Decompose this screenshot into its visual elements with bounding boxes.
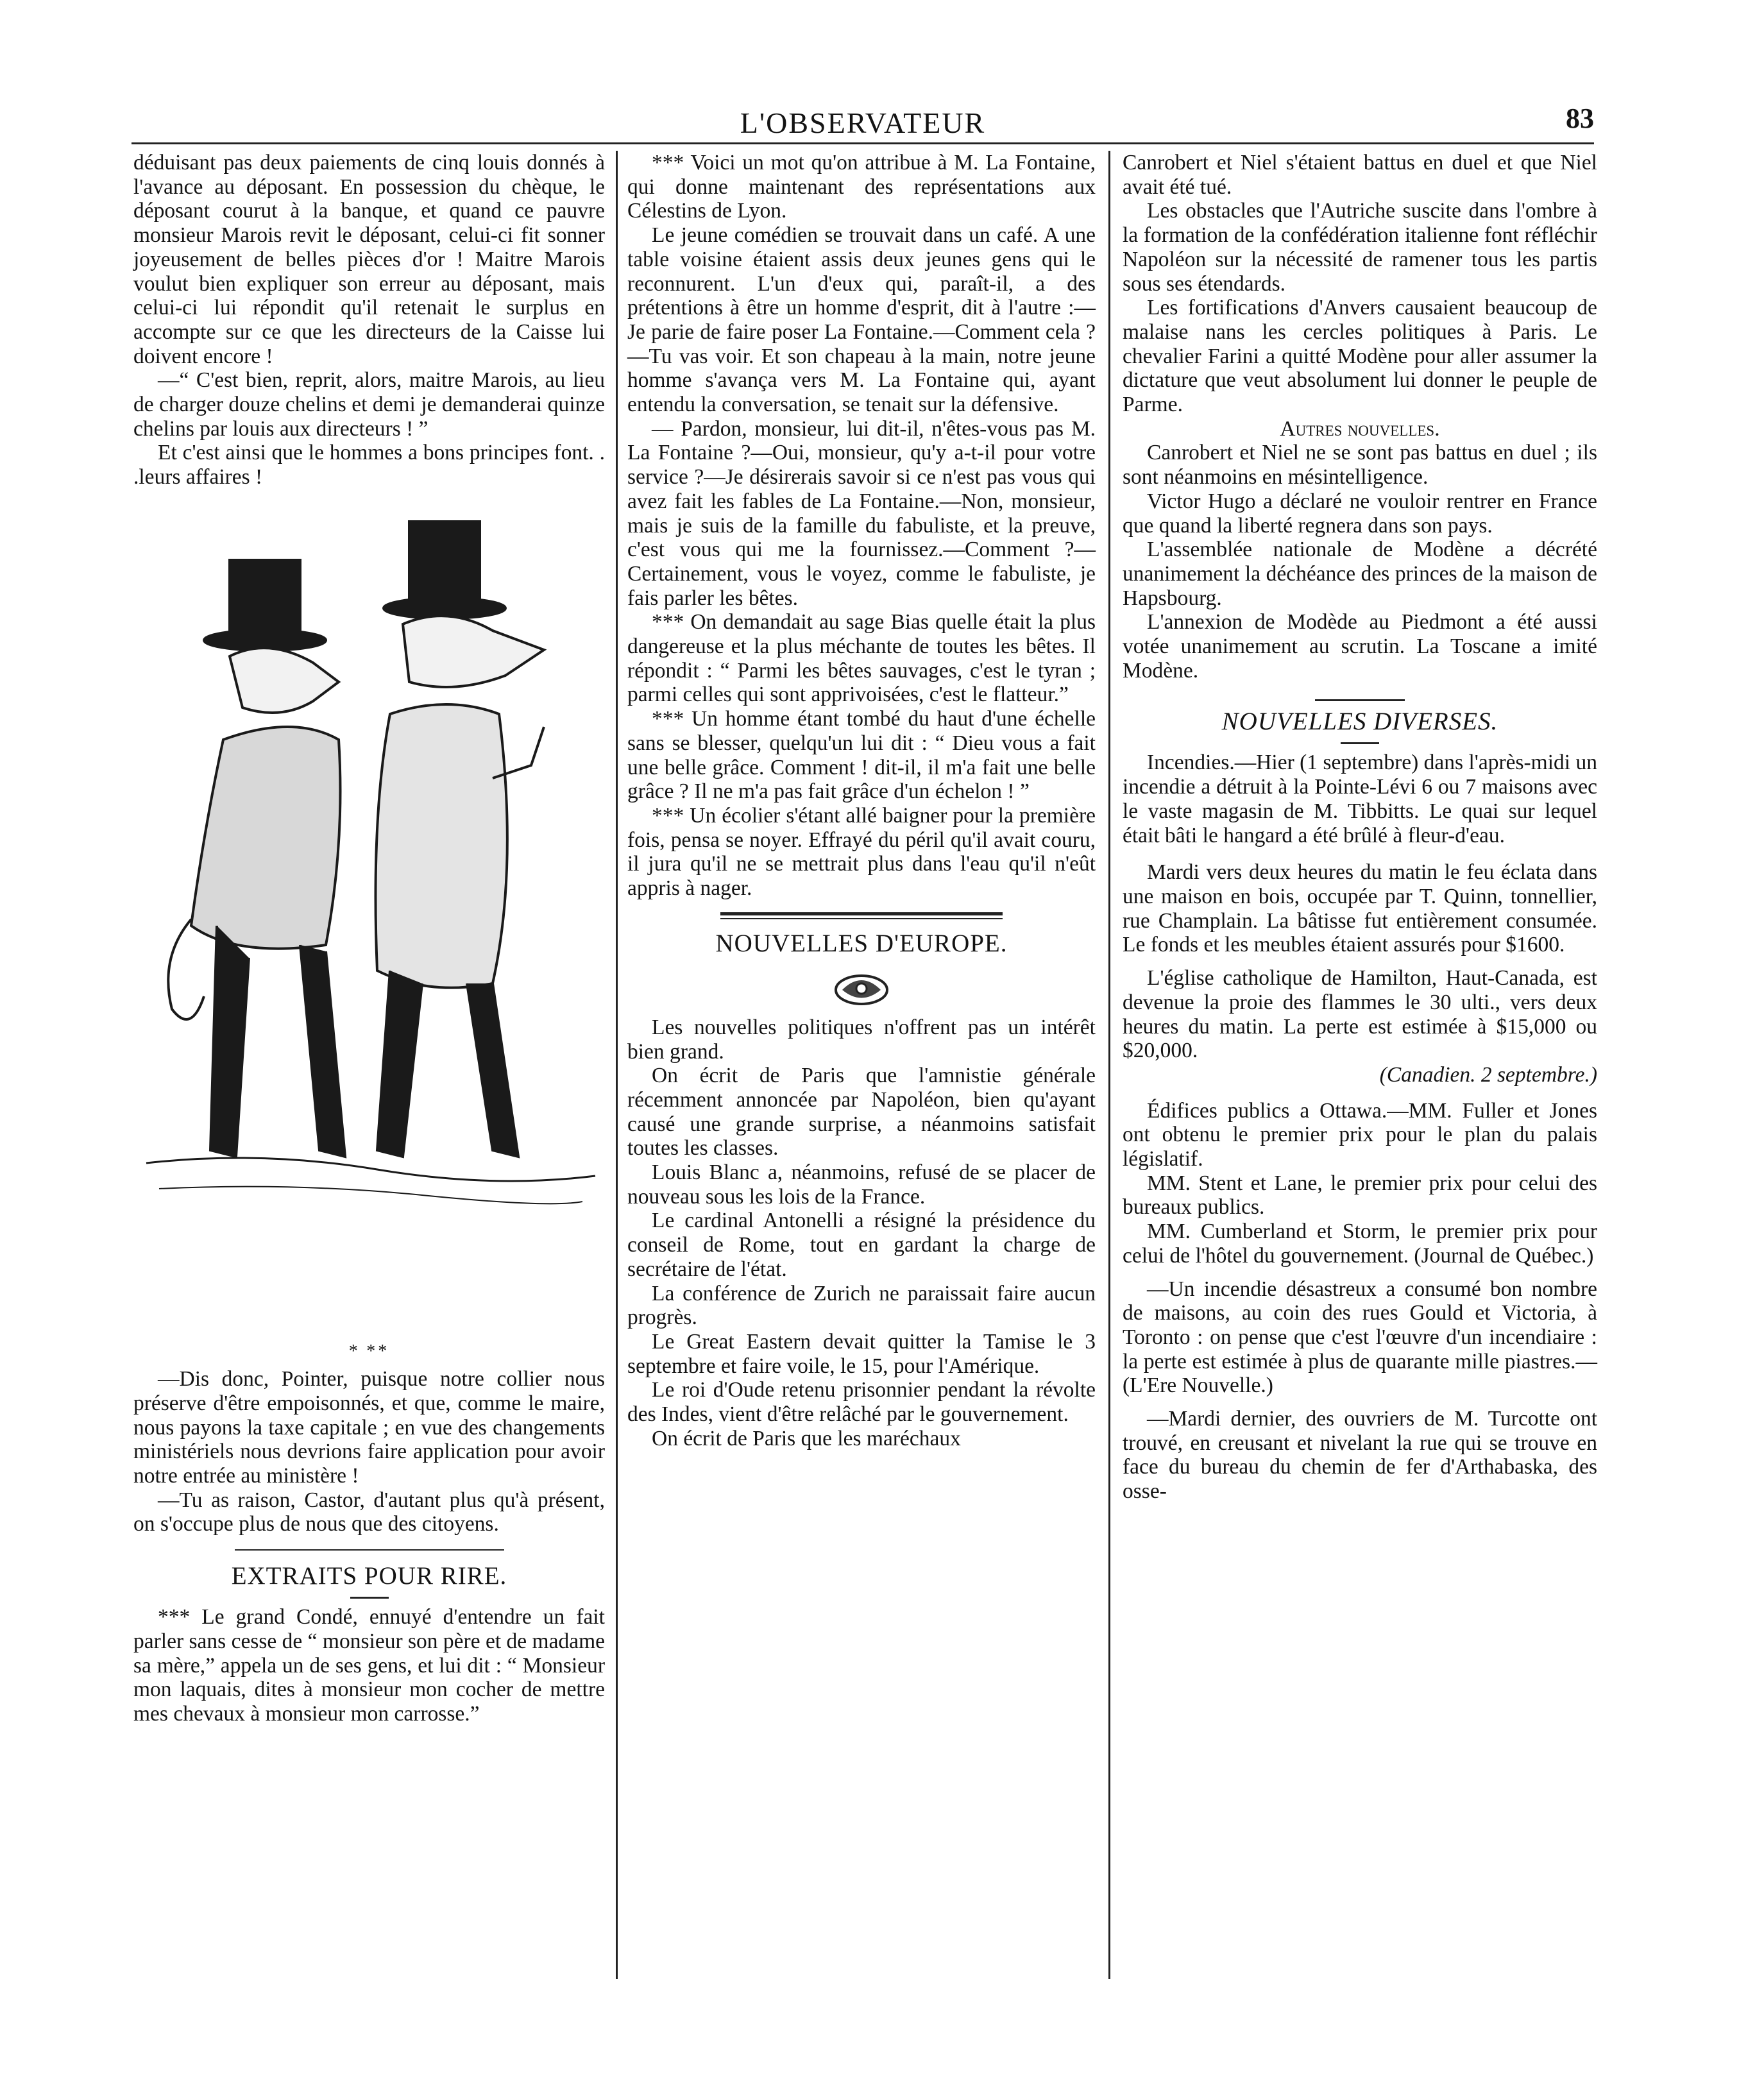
paragraph: Et c'est ainsi que le hommes a bons principes font. . .leurs affaires ! [133, 441, 605, 489]
section-stars: * ** [348, 1341, 390, 1361]
column-left [133, 151, 605, 1726]
paragraph: *** Voici un mot qu'on attribue à M. La Fontaine, qui donne maintenant des représentations aux Célestins de Lyon. [627, 151, 1096, 223]
paragraph: —Dis donc, Pointer, puisque notre collier nous préserve d'être empoisonnés, et que, comme le maire, nous payons la taxe capitale ; en vue des changements ministériels nous devrions faire application pour avoir notre entrée au ministère ! [133, 1367, 605, 1488]
paragraph: Canrobert et Niel ne se sont pas battus en duel ; ils sont néanmoins en mésintelligence. [1123, 441, 1597, 489]
paragraph: L'église catholique de Hamilton, Haut-Canada, est devenue la proie des flammes le 30 ulti., vers deux heures du matin. La perte est estimée à $15,000 ou $20,000. [1123, 966, 1597, 1063]
subheading: Autres nouvelles. [1280, 416, 1440, 441]
newspaper-title: L'OBSERVATEUR [740, 106, 986, 139]
paragraph: Les nouvelles politiques n'offrent pas un intérêt bien grand. [627, 1015, 1096, 1064]
column-divider [1108, 151, 1110, 1979]
page-header [131, 103, 1594, 144]
section-heading: NOUVELLES DIVERSES. [1221, 708, 1498, 736]
source-credit: (Canadien. 2 septembre.) [1379, 1062, 1597, 1087]
dogs-caricature-illustration [133, 509, 605, 1323]
paragraph: —Un incendie désastreux a consumé bon nombre de maisons, au coin des rues Gould et Victoria, à Toronto : on pense que c'est l'œuvre d'un incendiaire : la perte est estimée à plus de quarante mille piastres.—(L'Ere Nouvelle.) [1123, 1277, 1597, 1398]
paragraph: —Tu as raison, Castor, d'autant plus qu'à présent, on s'occupe plus de nous que des citoyens. [133, 1488, 605, 1536]
paragraph: Mardi vers deux heures du matin le feu éclata dans une maison en bois, occupée par T. Quinn, tonnellier, rue Champlain. La bâtisse fut entièrement consumée. Le fonds et les meubles étaient assurés pour $1600. [1123, 860, 1597, 957]
paragraph: Louis Blanc a, néanmoins, refusé de se placer de nouveau sous les lois de la France. [627, 1161, 1096, 1209]
paragraph: Incendies.—Hier (1 septembre) dans l'après-midi un incendie a détruit à la Pointe-Lévi 6 ou 7 maisons avec le vaste magasin de M. Tibbitts. Le quai sur lequel était bâti le hangard a été brûlé à fleur-d'eau. [1123, 751, 1597, 847]
short-rule [1315, 699, 1405, 701]
paragraph: L'assemblée nationale de Modène a décrété unanimement la déchéance des princes de la maison de Hapsbourg. [1123, 538, 1597, 610]
short-rule [350, 1597, 389, 1599]
column-middle [627, 151, 1096, 1450]
paragraph: On écrit de Paris que les maréchaux [652, 1426, 961, 1450]
paragraph: *** Le grand Condé, ennuyé d'entendre un fait parler sans cesse de “ monsieur son père et de madame sa mère,” appela un de ses gens, et lui dit : “ Monsieur mon laquais, dites à monsieur mon cocher de mettre mes chevaux à monsieur mon carrosse.” [133, 1605, 605, 1726]
column-divider [616, 151, 618, 1979]
paragraph: —“ C'est bien, reprit, alors, maitre Marois, au lieu de charger douze chelins et demi je demanderai quinze chelins par louis aux directeurs ! ” [133, 368, 605, 441]
paragraph: Les fortifications d'Anvers causaient beaucoup de malaise nans les cercles politiques à Paris. Le chevalier Farini a quitté Modène pour aller assumer la dictature que veut absolument lui donner le peuple de Parme. [1123, 296, 1597, 417]
paragraph: *** Un homme étant tombé du haut d'une échelle sans se blesser, quelqu'un lui dit : “ Dieu vous a fait une belle grâce. Comment ! dit-il, il m'a fait une belle grâce ? Il ne m'a pas fait grâce d'un échelon ! ” [627, 707, 1096, 804]
paragraph: Victor Hugo a déclaré ne vouloir rentrer en France que quand la liberté regnera dans son pays. [1123, 489, 1597, 538]
page-number: 83 [1566, 103, 1594, 134]
column-right [1123, 151, 1597, 1504]
section-rule [235, 1549, 504, 1551]
double-rule [720, 912, 1003, 919]
header-rule [131, 142, 1594, 144]
paragraph: *** Un écolier s'étant allé baigner pour la première fois, pensa se noyer. Effrayé du péril qu'il avait couru, il jura qu'il ne se mettrait plus dans l'eau qu'il n'eût appris à nager. [627, 803, 1096, 901]
paragraph: Le jeune comédien se trouvait dans un café. A une table voisine étaient assis deux jeunes gens qui le reconnurent. L'un d'eux qui, paraît-il, a des prétentions à être un homme d'esprit, dit à l'autre :—Je parie de faire poser La Fontaine.—Comment cela ?—Tu vas voir. Et son chapeau à la main, notre jeune homme s'avança vers M. La Fontaine qui, ayant entendu la conversation, se tenait sur la défensive. [627, 223, 1096, 417]
ornament-icon [829, 964, 894, 1009]
paragraph: *** On demandait au sage Bias quelle était la plus dangereuse et la plus méchante de toutes les bêtes. Il répondit : “ Parmi les bêtes sauvages, c'est le tyran ; parmi celles qui sont apprivoisées, c'est le flatteur.” [627, 610, 1096, 707]
paragraph: La conférence de Zurich ne paraissait faire aucun progrès. [627, 1281, 1096, 1330]
paragraph: On écrit de Paris que l'amnistie générale récemment annoncée par Napoléon, bien qu'ayant causé une grande surprise, a néanmoins satisfait toutes les classes. [627, 1064, 1096, 1161]
paragraph: L'annexion de Modède au Piedmont a été aussi votée unanimement au scrutin. La Toscane a imité Modène. [1123, 610, 1597, 683]
paragraph: Canrobert et Niel s'étaient battus en duel et que Niel avait été tué. [1123, 151, 1597, 199]
paragraph: — Pardon, monsieur, lui dit-il, n'êtes-vous pas M. La Fontaine ?—Oui, monsieur, qu'y a-t-il pour votre service ?—Je désirerais savoir si ce n'est pas vous qui avez fait les fables de La Fontaine.—Non, monsieur, mais je suis de la famille du fabuliste, et la preuve, c'est vous qui me la fournissez.—Comment ?—Certainement, vous le voyez, comme le fabuliste, je fais parler les bêtes. [627, 416, 1096, 610]
short-rule [1341, 742, 1379, 744]
paragraph: Le roi d'Oude retenu prisonnier pendant la révolte des Indes, vient d'être relâché par le gouvernement. [627, 1378, 1096, 1427]
paragraph: Le cardinal Antonelli a résigné la présidence du conseil de Rome, tout en gardant la charge de secrétaire de l'état. [627, 1209, 1096, 1281]
paragraph: Édifices publics a Ottawa.—MM. Fuller et Jones ont obtenu le premier prix pour le plan du palais législatif. [1123, 1098, 1597, 1171]
paragraph: MM. Cumberland et Storm, le premier prix pour celui de l'hôtel du gouvernement. (Journal de Québec.) [1123, 1220, 1597, 1268]
paragraph: Le Great Eastern devait quitter la Tamise le 3 septembre et faire voile, le 15, pour l'Amérique. [627, 1329, 1096, 1378]
paragraph: —Mardi dernier, des ouvriers de M. Turcotte ont trouvé, en creusant et nivelant la rue qui se trouve en face du bureau du chemin de fer d'Arthabaska, des osse- [1123, 1407, 1597, 1504]
paragraph: déduisant pas deux paiements de cinq louis donnés à l'avance au déposant. En possession du chèque, le déposant courut à la banque, et quand ce pauvre monsieur Marois revit le déposant, celui-ci fit sonner joyeusement de belles pièces d'or ! Maitre Marois voulut bien expliquer son erreur au déposant, mais celui-ci lui répondit qu'il retenait le surplus en accompte sur ce que les directeurs de la Caisse lui doivent encore ! [133, 151, 605, 368]
section-heading: EXTRAITS POUR RIRE. [231, 1562, 507, 1590]
paragraph: Les obstacles que l'Autriche suscite dans l'ombre à la formation de la confédération italienne font réfléchir Napoléon sur la nécessité de ramener tous les partis sous ses étendards. [1123, 199, 1597, 296]
section-heading: NOUVELLES D'EUROPE. [715, 929, 1008, 957]
paragraph: MM. Stent et Lane, le premier prix pour celui des bureaux publics. [1123, 1171, 1597, 1220]
